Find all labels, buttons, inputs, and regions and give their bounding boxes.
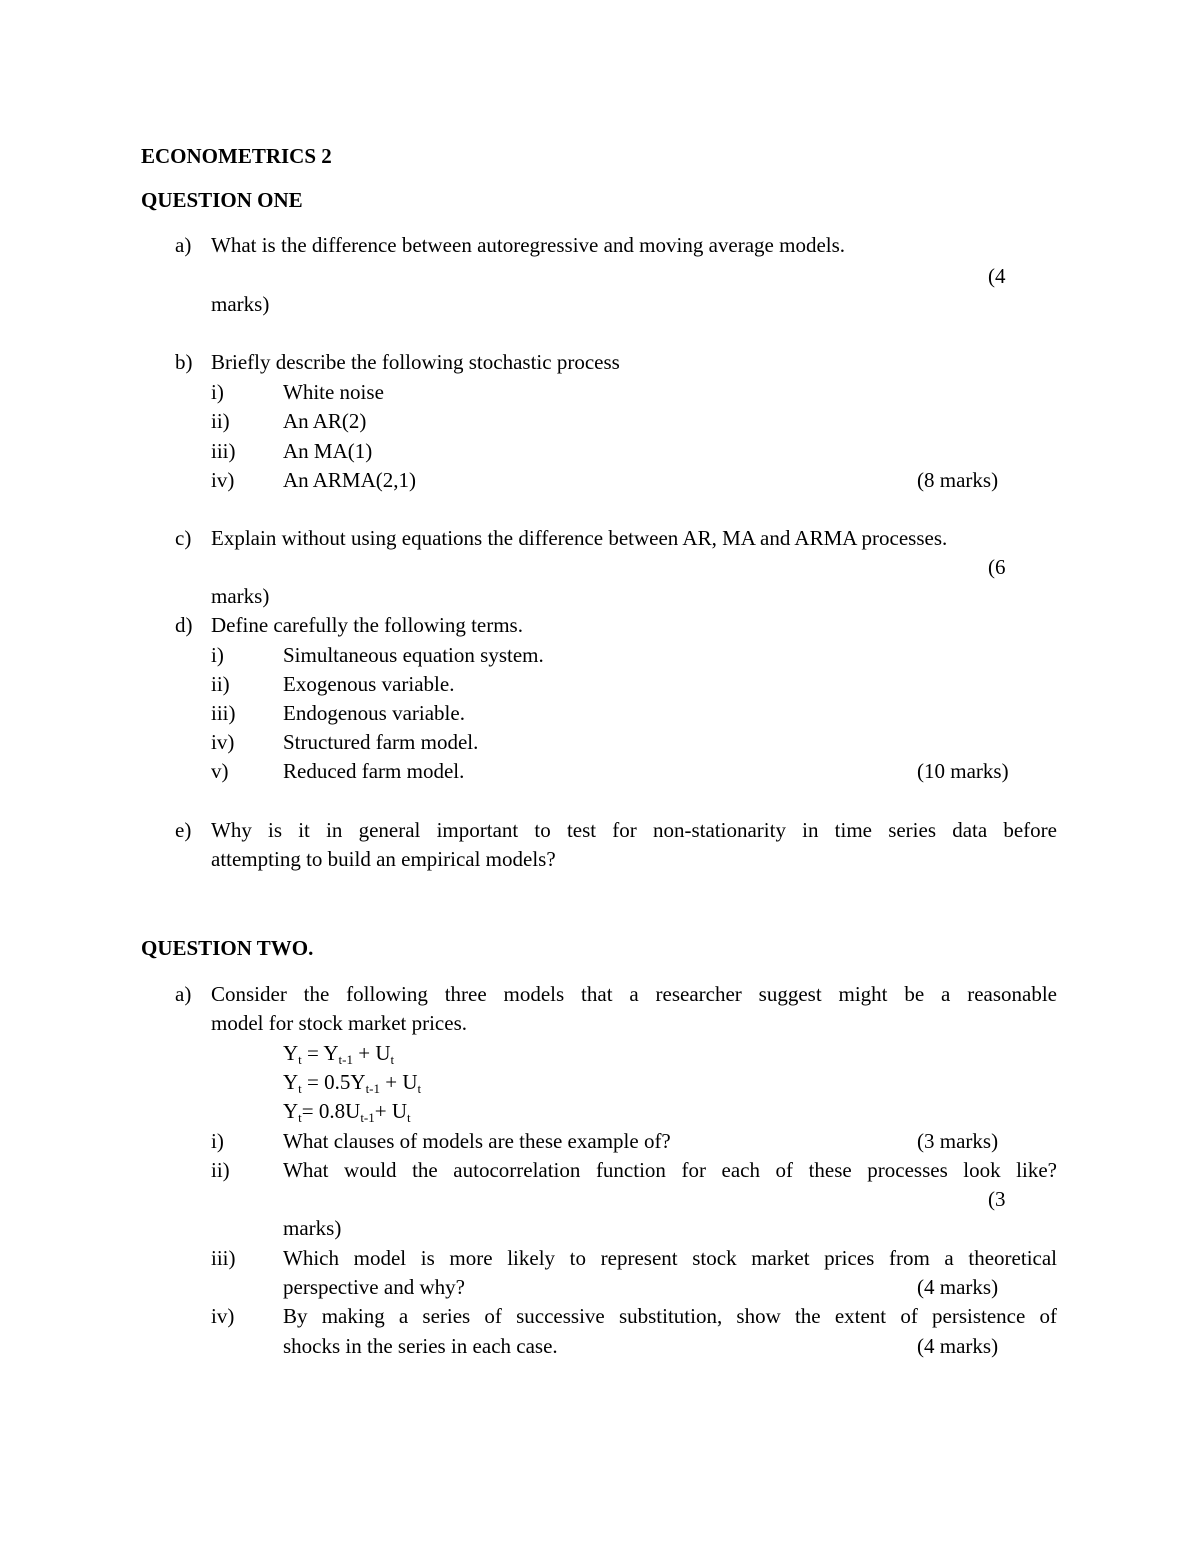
- q2-item-text-line1: By making a series of successive substitution, show the extent of persistence of: [283, 1304, 1057, 1328]
- q1d-item-text: Exogenous variable.: [283, 672, 455, 696]
- q1e-text-line1: Why is it in general important to test for non-stationarity in time series data before: [211, 818, 1057, 842]
- q1b-item-text: An AR(2): [283, 409, 367, 433]
- eq-term: Y: [283, 1099, 299, 1123]
- eq-subscript: t: [298, 1110, 302, 1125]
- q1d-marks: (10 marks): [917, 759, 1009, 783]
- model-equation: [283, 1068, 421, 1098]
- eq-term: Y: [283, 1041, 299, 1065]
- model-equation: [283, 1097, 411, 1127]
- q1d-item-num: ii): [211, 672, 230, 696]
- q1c-marks: (6: [988, 555, 1006, 579]
- q1b-item-text: An MA(1): [283, 439, 373, 463]
- q2-item-text: What would the autocorrelation function for each of these processes look like?: [283, 1158, 1057, 1182]
- q2-item-text-line2: perspective and why?: [283, 1275, 465, 1299]
- q1b-item-num: i): [211, 380, 224, 404]
- eq-term: Y: [283, 1070, 299, 1094]
- q2-item-marks: (3: [988, 1187, 1006, 1211]
- q2-item-num: i): [211, 1129, 224, 1153]
- eq-subscript: t: [417, 1081, 422, 1096]
- question-one-heading: QUESTION ONE: [141, 188, 303, 212]
- eq-subscript: t: [298, 1081, 302, 1096]
- eq-subscript: t-1: [360, 1110, 375, 1125]
- eq-term: = 0.5Y: [301, 1070, 366, 1094]
- eq-term: + U: [380, 1070, 418, 1094]
- q1c-letter: c): [175, 526, 192, 550]
- q2a-text-line1: Consider the following three models that a researcher suggest might be a reasonable: [211, 982, 1057, 1006]
- q2-item-marks: (4 marks): [917, 1275, 999, 1299]
- q1b-item-num: iv): [211, 468, 235, 492]
- q1b-marks: (8 marks): [917, 468, 999, 492]
- q1a-marks-cont: marks): [211, 292, 270, 316]
- q2-item-num: ii): [211, 1158, 230, 1182]
- eq-term: + U: [374, 1099, 408, 1123]
- q2a-text-line2: model for stock market prices.: [211, 1011, 467, 1035]
- q2-item-marks-cont: marks): [283, 1216, 342, 1240]
- q1a-letter: a): [175, 233, 192, 257]
- q2-item-num: iii): [211, 1246, 236, 1270]
- eq-term: = 0.8U: [301, 1099, 361, 1123]
- q2-item-marks: (4 marks): [917, 1334, 999, 1358]
- q1d-item-text: Reduced farm model.: [283, 759, 465, 783]
- q1d-item-text: Endogenous variable.: [283, 701, 465, 725]
- q2-item-text-line2: shocks in the series in each case.: [283, 1334, 558, 1358]
- q1d-text: Define carefully the following terms.: [211, 613, 523, 637]
- eq-subscript: t: [407, 1110, 411, 1125]
- q1b-item-text: An ARMA(2,1): [283, 468, 417, 492]
- q2-item-text: What clauses of models are these example of?: [283, 1129, 671, 1153]
- q1b-item-text: White noise: [283, 380, 384, 404]
- q1d-item-num: iv): [211, 730, 235, 754]
- eq-subscript: t: [298, 1052, 302, 1067]
- q1a-text: What is the difference between autoregressive and moving average models.: [211, 233, 846, 257]
- model-equation: [283, 1039, 394, 1069]
- q1d-item-num: i): [211, 643, 224, 667]
- q2a-letter: a): [175, 982, 192, 1006]
- q1a-marks: (4: [988, 264, 1006, 288]
- q1c-text: Explain without using equations the difference between AR, MA and ARMA processes.: [211, 526, 948, 550]
- q1b-text: Briefly describe the following stochastic process: [211, 350, 620, 374]
- eq-subscript: t: [390, 1052, 395, 1067]
- eq-term: + U: [352, 1041, 391, 1065]
- q1b-item-num: iii): [211, 439, 236, 463]
- q1b-letter: b): [175, 350, 193, 374]
- q1d-item-num: iii): [211, 701, 236, 725]
- q1c-marks-cont: marks): [211, 584, 270, 608]
- q1d-item-text: Simultaneous equation system.: [283, 643, 544, 667]
- q1d-item-text: Structured farm model.: [283, 730, 479, 754]
- q2-item-marks: (3 marks): [917, 1129, 999, 1153]
- q1d-letter: d): [175, 613, 193, 637]
- document-title: ECONOMETRICS 2: [141, 144, 332, 168]
- q1e-letter: e): [175, 818, 192, 842]
- eq-subscript: t-1: [365, 1081, 381, 1096]
- q1d-item-num: v): [211, 759, 229, 783]
- q2-item-num: iv): [211, 1304, 235, 1328]
- q2-item-text-line1: Which model is more likely to represent stock market prices from a theoretical: [283, 1246, 1057, 1270]
- q1b-item-num: ii): [211, 409, 230, 433]
- eq-term: = Y: [301, 1041, 339, 1065]
- q1e-text-line2: attempting to build an empirical models?: [211, 847, 556, 871]
- eq-subscript: t-1: [338, 1052, 353, 1067]
- question-two-heading: QUESTION TWO.: [141, 936, 314, 960]
